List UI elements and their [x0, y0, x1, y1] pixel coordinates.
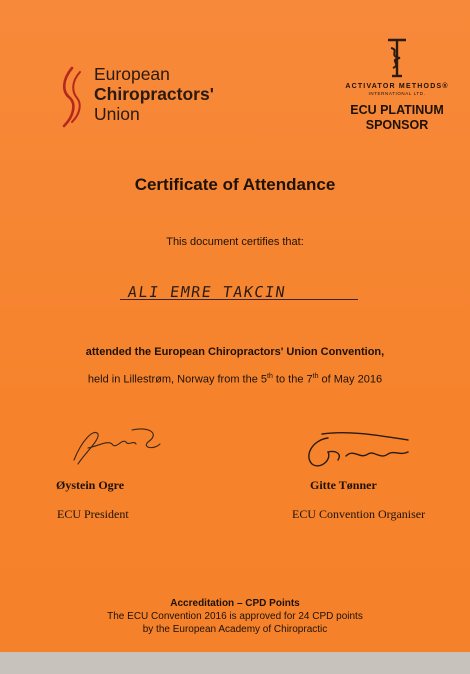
accreditation-line-2: by the European Academy of Chiropractic — [142, 624, 328, 635]
held-sup-start: th — [267, 373, 273, 380]
accreditation-line-1: The ECU Convention 2016 is approved for 24 CPD points — [107, 611, 363, 622]
activator-methods-logo — [338, 36, 456, 133]
flame-swirl-icon — [58, 66, 86, 128]
held-suffix: of May 2016 — [318, 373, 383, 386]
activator-instrument-icon — [380, 36, 414, 80]
certifies-text: This document certifies that: — [166, 236, 304, 248]
recipient-name: ALI EMRE TAKCIN — [126, 283, 288, 301]
held-mid: to the 7 — [272, 373, 313, 386]
held-sup-end: th — [312, 373, 319, 380]
accreditation-heading: Accreditation – CPD Points — [170, 598, 300, 609]
president-signature — [64, 420, 164, 468]
ecu-logo — [58, 62, 214, 134]
organiser-signature — [298, 426, 410, 474]
logo-line-union: Union — [94, 104, 140, 124]
signer-role-organiser: ECU Convention Organiser — [292, 507, 426, 521]
activator-name: ACTIVATOR METHODS — [345, 83, 443, 90]
ecu-logo-text — [94, 64, 214, 124]
attended-text: attended the European Chiropractors' Union Convention, — [85, 346, 385, 358]
logo-line-chiropractors: Chiropractors' — [94, 84, 214, 104]
held-text — [0, 373, 470, 386]
registered-mark: ® — [442, 83, 449, 90]
sponsor-line-1: ECU PLATINUM — [350, 103, 444, 117]
recipient-underline — [120, 299, 358, 300]
signer-name-president: Øystein Ogre — [56, 478, 125, 492]
held-prefix: held in Lillestrøm, Norway from the 5 — [87, 373, 268, 386]
logo-line-european: European — [94, 64, 170, 84]
activator-subtitle: INTERNATIONAL LTD. — [368, 91, 426, 96]
platinum-sponsor-label — [338, 103, 456, 133]
sponsor-line-2: SPONSOR — [365, 118, 429, 132]
signer-role-president: ECU President — [57, 507, 129, 521]
signer-name-organiser: Gitte Tønner — [310, 478, 377, 492]
certificate-title: Certificate of Attendance — [134, 175, 336, 194]
